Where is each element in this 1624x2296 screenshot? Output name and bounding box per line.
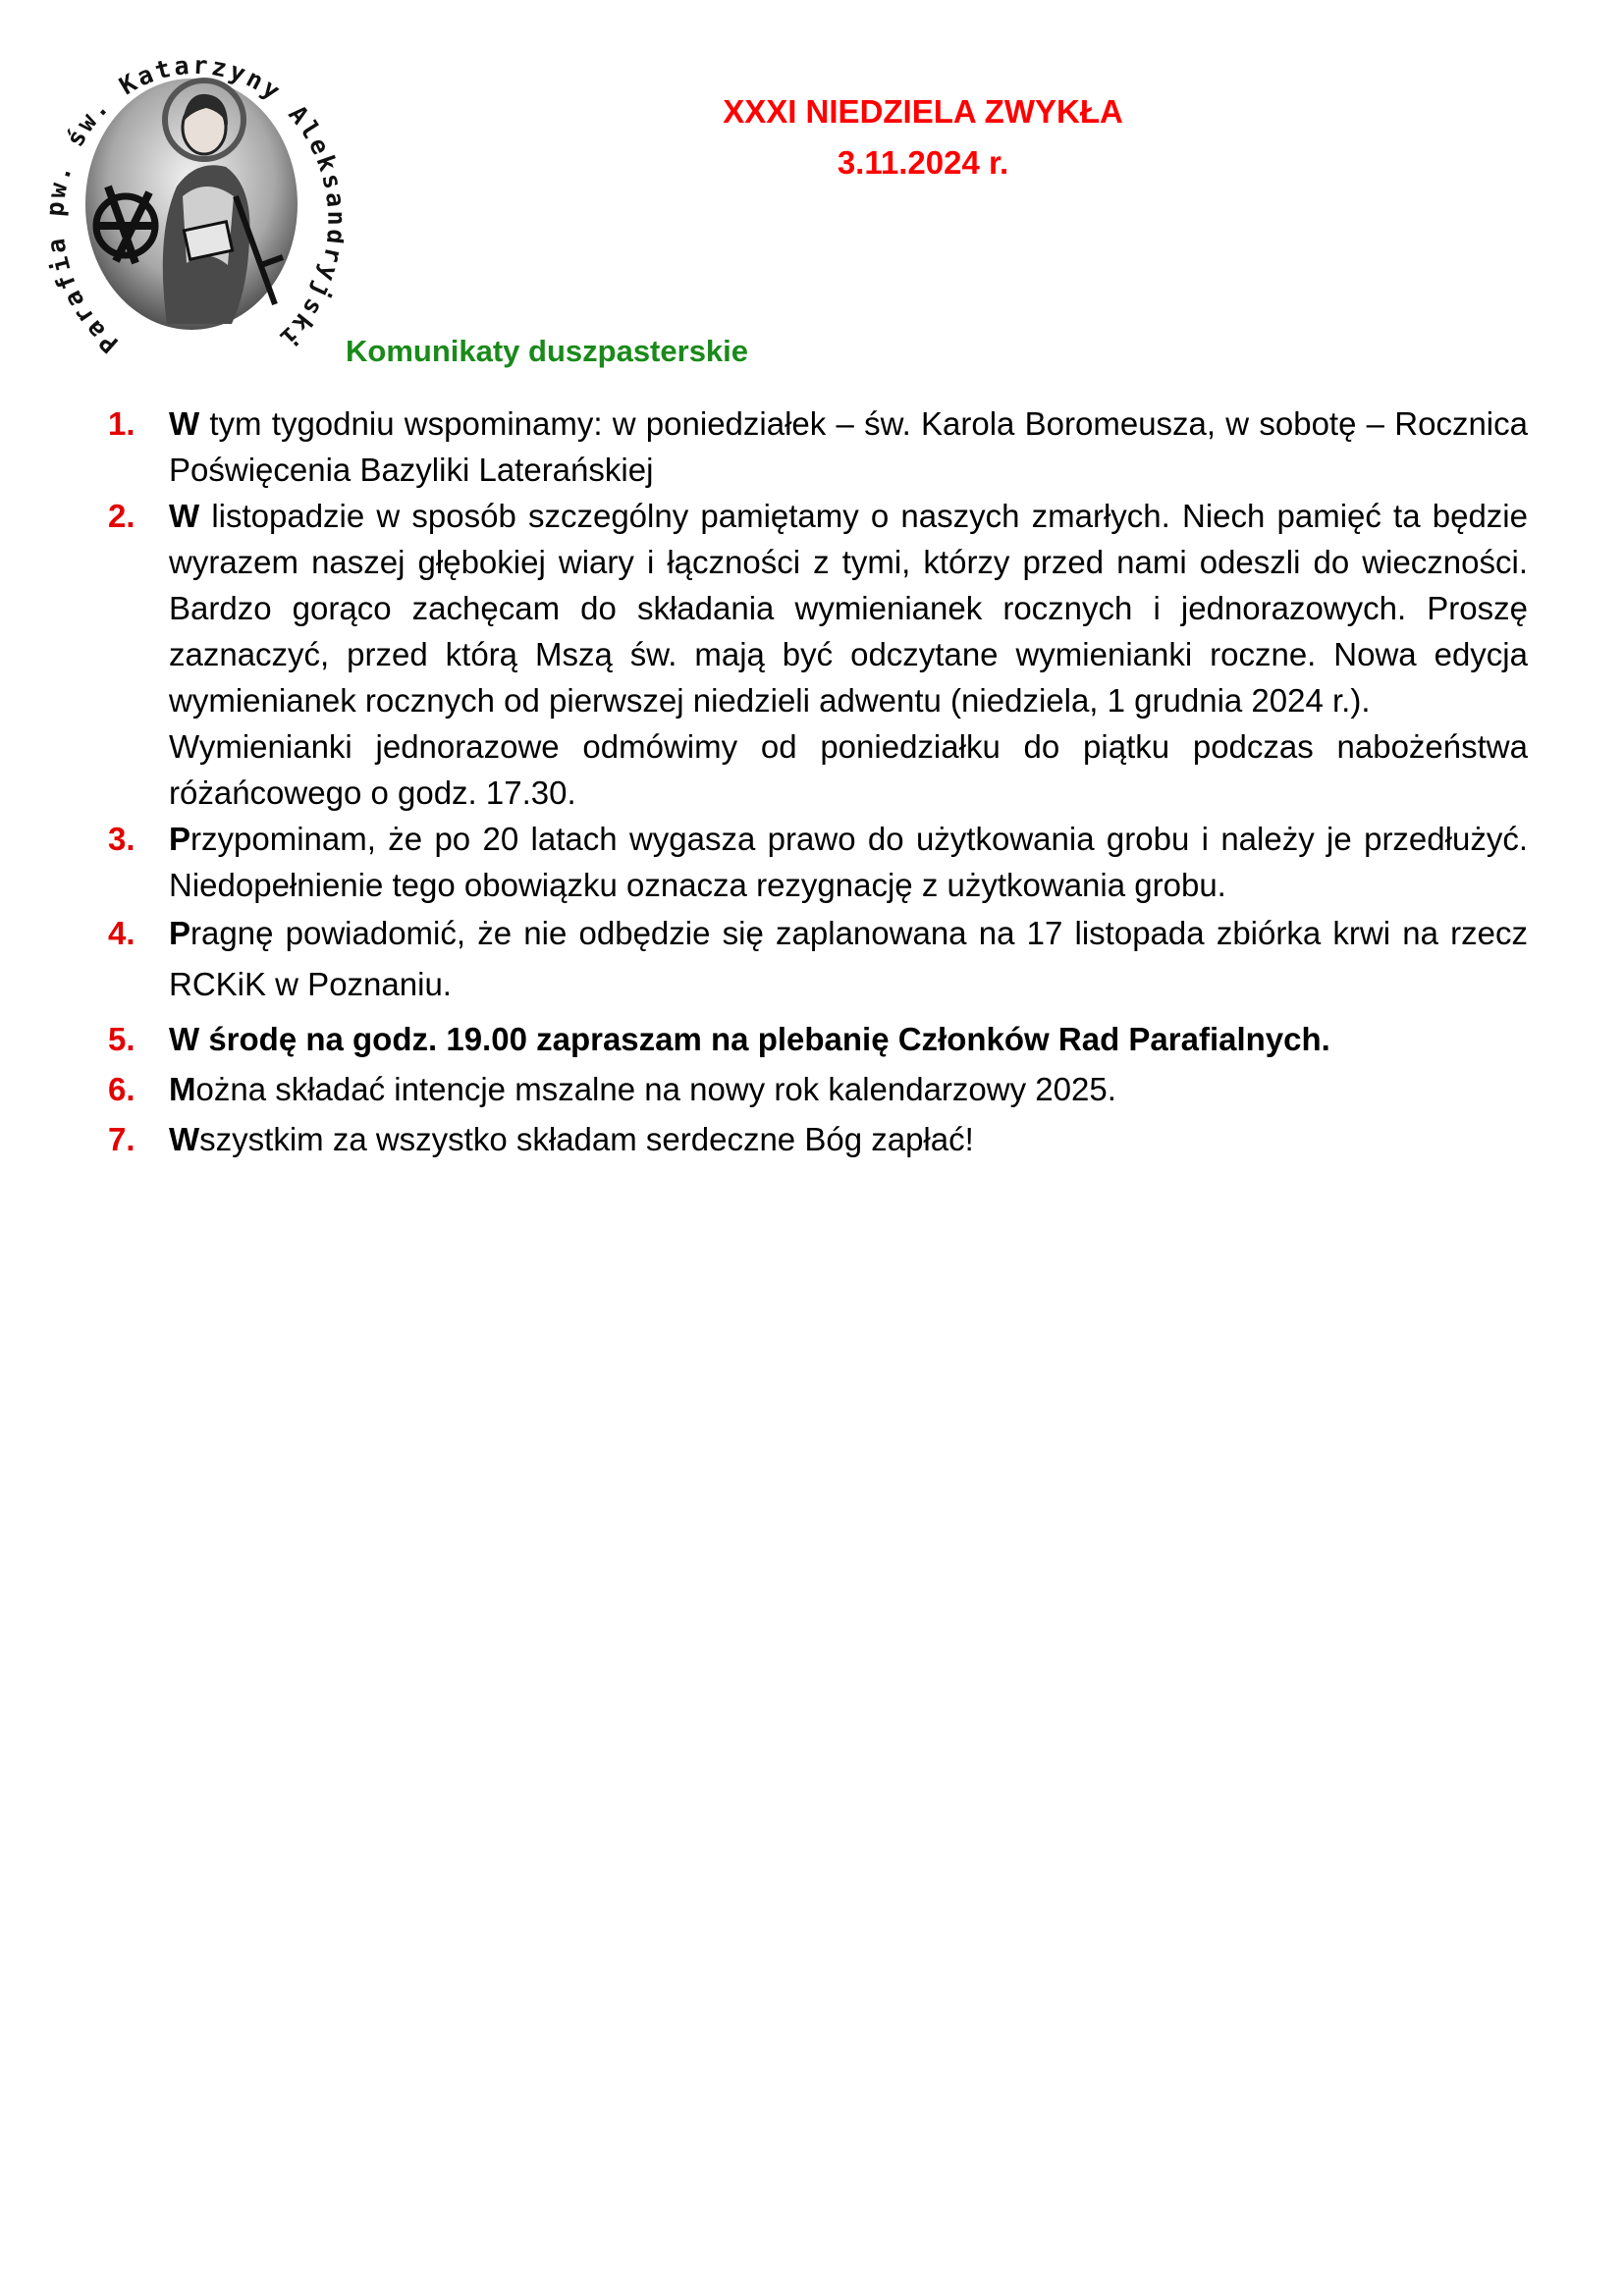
item-initial: W	[169, 405, 200, 442]
item-initial: W	[169, 498, 200, 534]
item-text: ożna składać intencje mszalne na nowy rok kalendarzowy 2025.	[195, 1071, 1116, 1107]
section-subtitle: Komunikaty duszpasterskie	[346, 334, 749, 368]
item-initial: W	[169, 1121, 200, 1157]
announcements-list	[108, 400, 1528, 1162]
item-text: szystkim za wszystko składam serdeczne Bóg zapłać!	[199, 1121, 974, 1157]
announcement-item	[108, 908, 1528, 1010]
item-text: W środę na godz. 19.00 zapraszam na plebanię Członków Rad Parafialnych.	[169, 1021, 1330, 1057]
item-number: 4.	[108, 915, 135, 951]
item-number: 5.	[108, 1021, 135, 1057]
item-number: 6.	[108, 1071, 135, 1107]
item-text: tym tygodniu wspominamy: w poniedziałek – św. Karola Boromeusza, w sobotę – Rocznica Poświęcenia Bazyliki Laterańskiej	[169, 405, 1528, 488]
item-text: ragnę powiadomić, że nie odbędzie się zaplanowana na 17 listopada zbiórka krwi na rzecz RCKiK w Poznaniu.	[169, 915, 1528, 1002]
logo-ring-text: Parafia pw. św. Katarzyny Alek yjski	[40, 50, 344, 359]
page-title: XXXI NIEDZIELA ZWYKŁA	[723, 93, 1123, 130]
parish-logo	[39, 29, 344, 368]
announcement-item	[108, 493, 1528, 816]
item-number: 2.	[108, 498, 135, 534]
item-number: 1.	[108, 405, 135, 442]
item-initial: P	[169, 821, 191, 857]
parish-logo-graphic	[39, 29, 344, 368]
announcement-item	[108, 1016, 1528, 1062]
header	[530, 86, 1316, 188]
item-number: 3.	[108, 821, 135, 857]
item-text: rzypominam, że po 20 latach wygasza prawo do użytkowania grobu i należy je przedłużyć. Niedopełnienie tego obowiązku oznacza rezygnację z użytkowania grobu.	[169, 821, 1528, 903]
item-initial: M	[169, 1071, 196, 1107]
page-date: 3.11.2024 r.	[837, 144, 1009, 181]
item-text: listopadzie w sposób szczególny pamiętamy o naszych zmarłych. Niech pamięć ta będzie wyrazem naszej głębokiej wiary i łączności z tymi, którzy przed nami odeszli do wieczności. Bardzo gorąco zachęcam do składania wymienianek rocznych i jednorazowych. Proszę zaznaczyć, przed którą Mszą św. mają być odczytane wymienianki roczne. Nowa edycja wymienianek rocznych od pierwszej niedzieli adwentu (niedziela, 1 grudnia 2024 r.).	[169, 498, 1528, 719]
announcement-item	[108, 1066, 1528, 1112]
announcement-item	[108, 400, 1528, 493]
announcement-item	[108, 1116, 1528, 1162]
item-initial: P	[169, 915, 191, 951]
item-text-continued: Wymienianki jednorazowe odmówimy od poniedziałku do piątku podczas nabożeństwa różańcowego o godz. 17.30.	[169, 728, 1528, 811]
item-number: 7.	[108, 1121, 135, 1157]
announcement-item	[108, 816, 1528, 908]
